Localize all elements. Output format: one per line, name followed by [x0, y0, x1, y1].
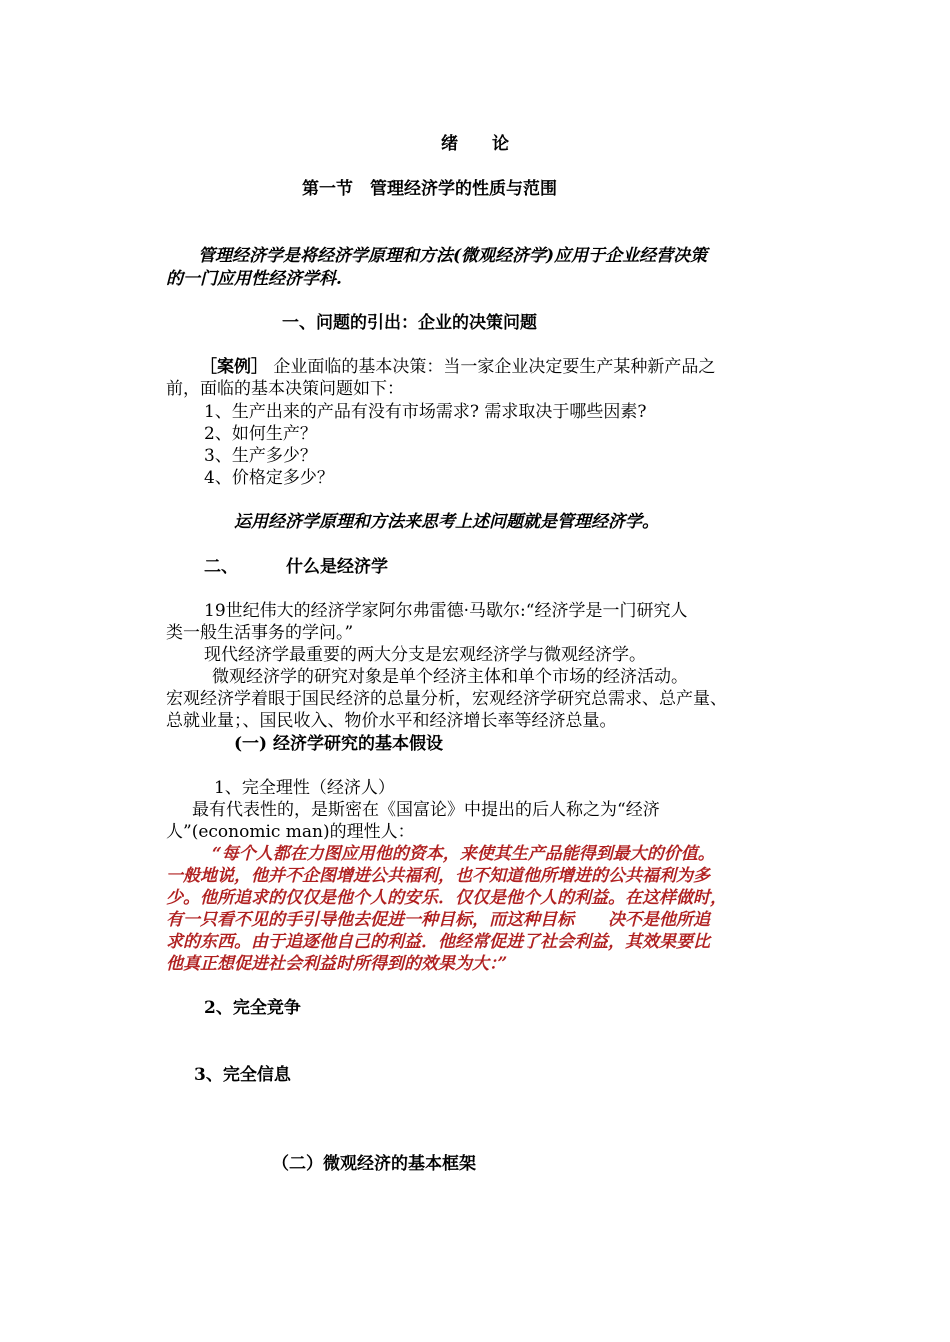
assumption-2: 2、完全竞争	[204, 998, 301, 1018]
question-4: 4、价格定多少？	[204, 468, 334, 488]
assumption-1: 1、完全理性（经济人）	[214, 778, 395, 798]
part2-heading-num: 二、	[204, 557, 238, 577]
micro-line-2: 宏观经济学着眼于国民经济的总量分析，宏观经济学研究总需求、总产量、	[166, 689, 727, 709]
chapter-title: 绪 论	[441, 134, 509, 154]
part1-conclusion: 运用经济学原理和方法来思考上述问题就是管理经济学。	[234, 512, 659, 532]
case-line-1	[200, 356, 715, 378]
smith-quote-line-5: 求的东西。由于追逐他自己的利益．他经常促进了社会利益，其效果要比	[166, 932, 710, 952]
smith-quote-line-1: “每个人都在力图应用他的资本，来使其生产品能得到最大的价值。	[212, 844, 715, 864]
micro-line-3: 总就业量；、国民收入、物价水平和经济增长率等经济总量。	[166, 711, 617, 731]
modern-economics: 现代经济学最重要的两大分支是宏观经济学与微观经济学。	[204, 645, 646, 665]
question-2: 2、如何生产？	[204, 424, 317, 444]
assumption-3: 3、完全信息	[194, 1065, 291, 1085]
definition-line-1: 管理经济学是将经济学原理和方法(微观经济学)应用于企业经营决策	[198, 246, 708, 266]
definition-line-2: 的一门应用性经济学科.	[166, 269, 342, 289]
part1-heading: 一、问题的引出：企业的决策问题	[282, 313, 537, 333]
marshall-line-1: 19世纪伟大的经济学家阿尔弗雷德·马歇尔:“经济学是一门研究人	[204, 601, 688, 621]
smith-line-1: 最有代表性的，是斯密在《国富论》中提出的后人称之为“经济	[192, 800, 660, 820]
smith-quote-line-3: 少。他所追求的仅仅是他个人的安乐．仅仅是他个人的利益。在这样做时，	[166, 888, 727, 908]
part2-heading	[204, 556, 388, 578]
marshall-line-2: 类一般生活事务的学问。”	[166, 623, 354, 643]
section-title: 第一节 管理经济学的性质与范围	[302, 179, 557, 199]
smith-line-2: 人”(economic man)的理性人：	[166, 822, 415, 842]
part2-heading-text: 什么是经济学	[286, 557, 388, 577]
sub1-heading: (一) 经济学研究的基本假设	[234, 734, 444, 754]
case-line-2: 前，面临的基本决策问题如下：	[166, 379, 404, 399]
question-3: 3、生产多少？	[204, 446, 317, 466]
case-text: 企业面临的基本决策：当一家企业决定要生产某种新产品之	[273, 357, 716, 377]
question-1: 1、生产出来的产品有没有市场需求? 需求取决于哪些因素?	[204, 402, 647, 422]
sub2-heading: （二）微观经济的基本框架	[272, 1154, 476, 1174]
smith-quote-line-6: 他真正想促进社会利益时所得到的效果为大：”	[166, 954, 508, 974]
smith-quote-line-4: 有一只看不见的手引导他去促进一种目标，而这种目标 决不是他所追	[166, 910, 710, 930]
case-label: ［案例］	[200, 357, 268, 377]
smith-quote-line-2: 一般地说，他并不企图增进公共福利，也不知道他所增进的公共福利为多	[166, 866, 710, 886]
micro-line-1: 微观经济学的研究对象是单个经济主体和单个市场的经济活动。	[212, 667, 688, 687]
